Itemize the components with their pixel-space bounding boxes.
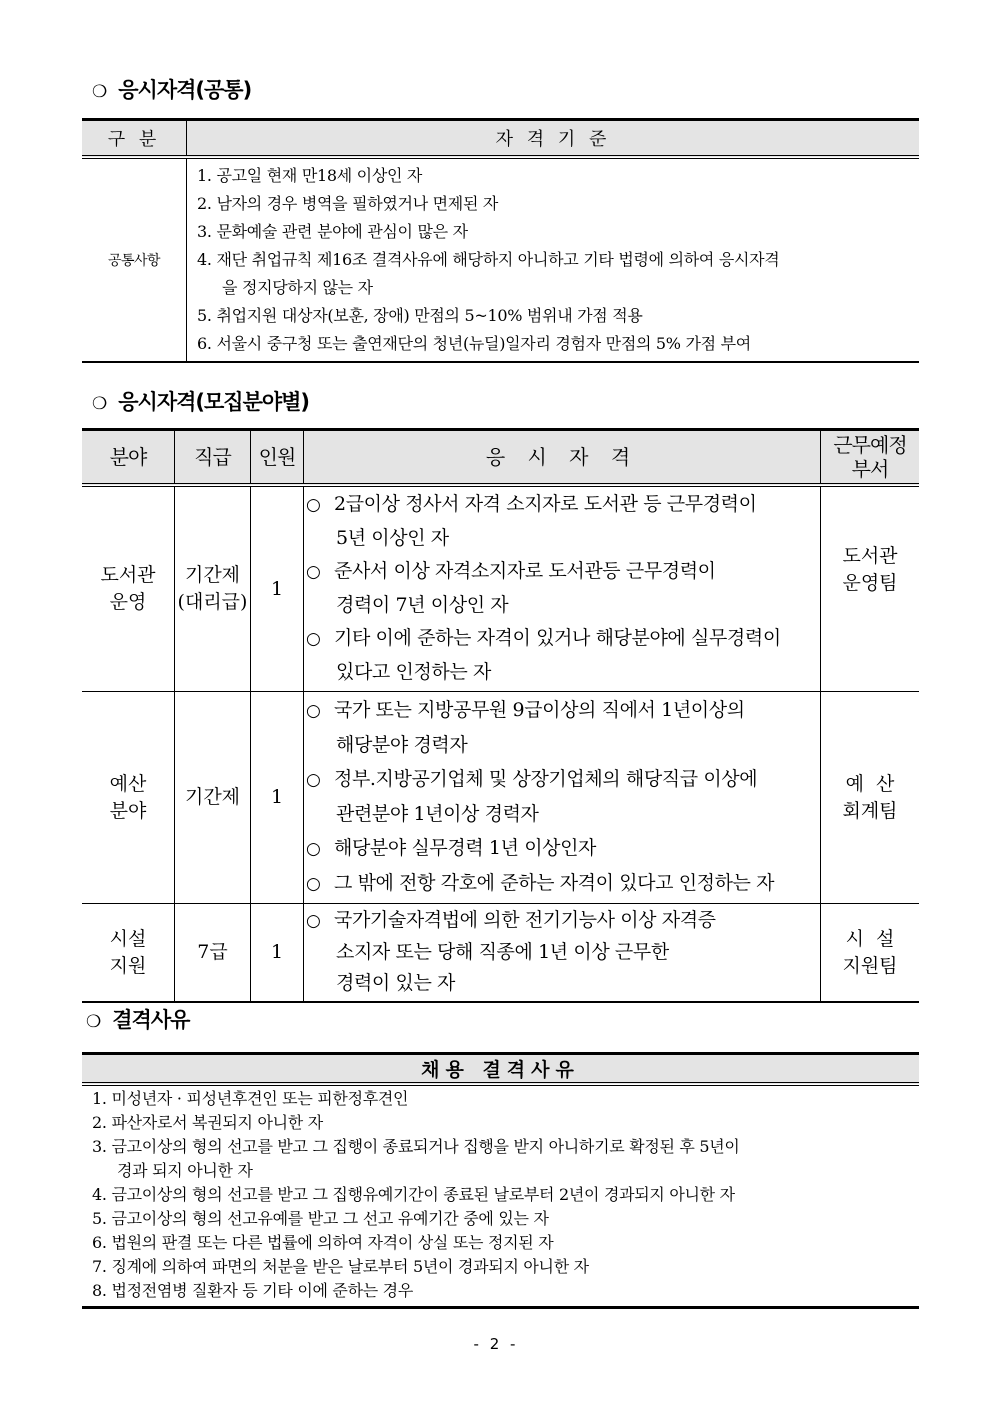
item-number: 2. — [197, 194, 212, 213]
qualification-cell — [304, 904, 821, 1003]
list-item — [92, 1183, 911, 1207]
qualification-text-continued: 경력이 있는 자 — [336, 972, 456, 994]
qualification-item — [306, 488, 812, 555]
list-item — [92, 1279, 911, 1303]
list-item — [197, 218, 913, 246]
list-item — [92, 1255, 911, 1279]
qualification-text: 해당분야 실무경력 1년 이상인자 — [334, 837, 597, 859]
header-disqualification: 채용 결격사유 — [82, 1054, 919, 1085]
item-number: 5. — [92, 1209, 107, 1228]
item-text: 공고일 현재 만18세 이상인 자 — [216, 166, 423, 185]
qualification-text: 국가 또는 지방공무원 9급이상의 직에서 1년이상의 — [334, 699, 745, 721]
section-title-disqualification — [86, 1004, 189, 1034]
list-item — [197, 246, 913, 302]
item-number: 7. — [92, 1257, 107, 1276]
criteria-list — [187, 157, 920, 362]
header-count: 인원 — [251, 430, 304, 486]
qualification-text-continued: 있다고 인정하는 자 — [336, 661, 491, 683]
qualification-text: 국가기술자격법에 의한 전기기능사 이상 자격증 — [334, 909, 716, 931]
item-text: 금고이상의 형의 선고를 받고 그 집행유예기간이 종료된 날로부터 2년이 경과되지 아니한 자 — [111, 1185, 735, 1204]
qualification-item — [306, 622, 812, 689]
qualification-item — [306, 555, 812, 622]
header-criteria: 자 격 기 준 — [187, 120, 920, 158]
common-qualification-table — [82, 118, 919, 363]
grade-cell — [175, 692, 251, 904]
item-number: 1. — [197, 166, 212, 185]
grade-line1: 기간제 — [184, 786, 241, 808]
item-number: 2. — [92, 1113, 107, 1132]
table-row — [82, 485, 919, 692]
dept-line1: 예 산 — [845, 772, 895, 795]
dept-line2: 지원팀 — [842, 954, 898, 977]
item-number: 3. — [197, 222, 212, 241]
dept-cell — [821, 904, 920, 1003]
qualification-text: 정부.지방공기업체 및 상장기업체의 해당직급 이상에 — [334, 768, 758, 790]
circle-bullet-icon: ○ — [306, 770, 321, 790]
header-dept-line2: 부서 — [851, 457, 889, 481]
list-item — [92, 1231, 911, 1255]
qualification-text: 준사서 이상 자격소지자로 도서관등 근무경력이 — [334, 560, 716, 582]
header-qualification: 응 시 자 격 — [304, 430, 821, 486]
circle-bullet-icon: ○ — [306, 701, 321, 721]
qualification-item — [306, 693, 812, 762]
circle-bullet-icon: ○ — [306, 911, 321, 931]
count-cell: 1 — [251, 904, 304, 1003]
table-row — [82, 904, 919, 1003]
qualification-item — [306, 762, 812, 831]
circle-bullet-icon: ○ — [306, 562, 321, 582]
qualification-item — [306, 831, 812, 866]
header-dept-line1: 근무예정 — [833, 433, 907, 457]
grade-line2: (대리급) — [177, 591, 248, 613]
item-text-continued: 을 정지당하지 않는 자 — [222, 278, 373, 297]
circle-bullet-icon: ○ — [306, 874, 321, 894]
item-text: 미성년자 · 피성년후견인 또는 피한정후견인 — [111, 1089, 409, 1108]
item-text: 징계에 의하여 파면의 처분을 받은 날로부터 5년이 경과되지 아니한 자 — [111, 1257, 589, 1276]
page-number: - 2 - — [473, 1335, 519, 1353]
section-title-field — [92, 386, 309, 416]
item-text: 법정전염병 질환자 등 기타 이에 준하는 경우 — [111, 1281, 413, 1300]
dept-cell — [821, 485, 920, 692]
item-text: 금고이상의 형의 선고를 받고 그 집행이 종료되거나 집행을 받지 아니하기로 확정된 후 5년이 — [111, 1137, 740, 1156]
disqualification-table — [82, 1052, 919, 1309]
field-line1: 도서관 — [100, 564, 156, 586]
dept-line2: 운영팀 — [842, 572, 898, 594]
table-row — [82, 692, 919, 904]
item-number: 4. — [92, 1185, 107, 1204]
list-item — [92, 1111, 911, 1135]
count-cell: 1 — [251, 692, 304, 904]
qualification-item — [306, 905, 812, 999]
qualification-text-continued: 경력이 7년 이상인 자 — [336, 594, 509, 616]
dept-cell — [821, 692, 920, 904]
item-number: 6. — [197, 334, 212, 353]
table-header-row — [82, 120, 919, 158]
dept-line1: 시 설 — [845, 927, 895, 950]
grade-cell — [175, 485, 251, 692]
table-header-row — [82, 1054, 919, 1085]
dept-line2: 회계팀 — [842, 799, 898, 822]
list-item — [92, 1135, 911, 1183]
item-text: 남자의 경우 병역을 필하였거나 면제된 자 — [216, 194, 499, 213]
table-row — [82, 1084, 919, 1308]
item-text: 취업지원 대상자(보훈, 장애) 만점의 5~10% 범위내 가점 적용 — [216, 306, 643, 325]
field-cell — [82, 904, 175, 1003]
item-text: 법원의 판결 또는 다른 법률에 의하여 자격이 상실 또는 정지된 자 — [111, 1233, 554, 1252]
circle-bullet-icon: ❍ — [86, 1012, 101, 1032]
field-qualification-table — [82, 428, 919, 1003]
grade-line1: 7급 — [197, 941, 228, 963]
item-number: 8. — [92, 1281, 107, 1300]
qualification-text-continued: 5년 이상인 자 — [336, 527, 449, 549]
disqualification-list — [82, 1084, 919, 1308]
header-grade: 직급 — [175, 430, 251, 486]
grade-line1: 기간제 — [184, 564, 241, 586]
field-cell — [82, 485, 175, 692]
header-category: 구 분 — [82, 120, 187, 158]
field-line2: 운영 — [109, 591, 147, 613]
header-field: 분야 — [82, 430, 175, 486]
item-number: 4. — [197, 250, 212, 269]
circle-bullet-icon: ○ — [306, 495, 321, 515]
item-text: 서울시 중구청 또는 출연재단의 청년(뉴딜)일자리 경험자 만점의 5% 가점 부여 — [216, 334, 751, 353]
list-item — [197, 330, 913, 358]
item-text: 파산자로서 복권되지 아니한 자 — [111, 1113, 323, 1132]
list-item — [197, 162, 913, 190]
field-cell — [82, 692, 175, 904]
field-line2: 분야 — [109, 799, 147, 822]
section-title-text: 응시자격(공통) — [118, 78, 252, 102]
list-item — [197, 302, 913, 330]
dept-line1: 도서관 — [842, 545, 898, 567]
circle-bullet-icon: ○ — [306, 839, 321, 859]
item-text-continued: 경과 되지 아니한 자 — [117, 1161, 253, 1180]
section-title-text: 응시자격(모집분야별) — [118, 390, 310, 414]
field-line1: 시설 — [109, 927, 147, 950]
header-dept — [821, 430, 920, 486]
item-text: 재단 취업규칙 제16조 결격사유에 해당하지 아니하고 기타 법령에 의하여 응시자격 — [216, 250, 780, 269]
section-title-common — [92, 74, 251, 104]
table-row — [82, 157, 919, 362]
list-item — [197, 190, 913, 218]
grade-cell — [175, 904, 251, 1003]
item-number: 5. — [197, 306, 212, 325]
field-line1: 예산 — [109, 772, 147, 795]
qualification-text: 그 밖에 전항 각호에 준하는 자격이 있다고 인정하는 자 — [334, 872, 775, 894]
list-item — [92, 1207, 911, 1231]
qualification-text-continued: 해당분야 경력자 — [336, 734, 468, 756]
qualification-cell — [304, 692, 821, 904]
count-cell: 1 — [251, 485, 304, 692]
item-number: 1. — [92, 1089, 107, 1108]
circle-bullet-icon: ❍ — [92, 394, 107, 414]
list-item — [92, 1087, 911, 1111]
circle-bullet-icon: ○ — [306, 629, 321, 649]
qualification-item — [306, 866, 812, 901]
field-line2: 지원 — [109, 954, 147, 977]
item-text: 금고이상의 형의 선고유예를 받고 그 선고 유예기간 중에 있는 자 — [111, 1209, 549, 1228]
qualification-text-continued: 소지자 또는 당해 직종에 1년 이상 근무한 — [336, 941, 669, 963]
row-label: 공통사항 — [82, 157, 187, 362]
circle-bullet-icon: ❍ — [92, 82, 107, 102]
qualification-cell — [304, 485, 821, 692]
qualification-text: 기타 이에 준하는 자격이 있거나 해당분야에 실무경력이 — [334, 627, 781, 649]
table-header-row — [82, 430, 919, 486]
item-text: 문화예술 관련 분야에 관심이 많은 자 — [216, 222, 468, 241]
qualification-text: 2급이상 정사서 자격 소지자로 도서관 등 근무경력이 — [334, 493, 757, 515]
item-number: 6. — [92, 1233, 107, 1252]
section-title-text: 결격사유 — [112, 1008, 190, 1032]
item-number: 3. — [92, 1137, 107, 1156]
qualification-text-continued: 관련분야 1년이상 경력자 — [336, 803, 539, 825]
